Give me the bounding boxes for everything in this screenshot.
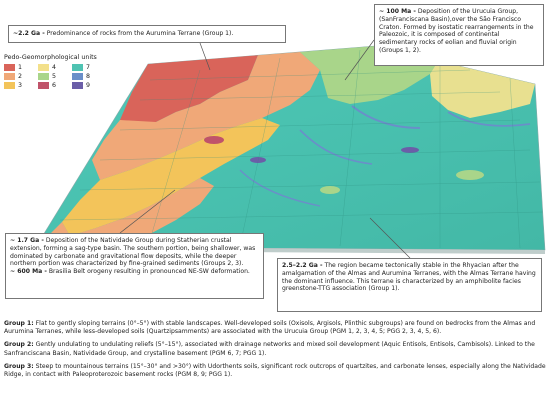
callout-text: Deposition of the Natividade Group during Statherian crustal extension, forming a sag-type basin. The southern portion, being shallower, was dominated by carbonate and gravitational flow deposits, while the deeper northern portion was characterized by fine-grained sediments (Groups 2, 3).	[10, 237, 256, 268]
unit-5-spot	[320, 186, 340, 194]
callout-text: Brasilia Belt orogeny resulting in pronounced NE-SW deformation.	[46, 268, 250, 276]
callout-text: The region became tectonically stable in the Rhyacian after the amalgamation of the Almas and Aurumina Terranes, with the Almas Terrane having the dominant influence. This terrane is characterized by an amphibolite facies greenstone-TTG association (Group 1).	[282, 262, 536, 293]
group-text: Gently undulating to undulating reliefs (5°–15°), associated with drainage networks and mixed soil development (Aquic Entisols, Entisols, Cambisols). Linked to the Sanfranciscana Basin, Natividade Group, and crystalline basement (PGM 6, 7; PGG 1).	[4, 341, 535, 357]
callout-urucuia	[374, 4, 544, 66]
legend	[4, 54, 114, 89]
legend-item	[4, 64, 38, 71]
group-label: Group 2:	[4, 341, 34, 349]
legend-label: 1	[18, 64, 23, 71]
legend-swatch	[38, 73, 49, 80]
group-label: Group 1:	[4, 320, 34, 327]
legend-swatch	[4, 64, 15, 71]
legend-swatch	[72, 82, 83, 89]
legend-label: 7	[86, 64, 91, 71]
unit-9-spot	[401, 147, 419, 153]
legend-item	[38, 64, 72, 71]
group-descriptions	[4, 320, 546, 384]
group-text: Flat to gently sloping terrains (0°–5°) with stable landscapes. Well-developed soils (Oxisols, Argisols, Plinthic subgroups) are found on bedrocks from the Almas and Aurumina Terranes, while less-developed soils (Quartzipsamments) are associated with the Urucuia Group (PGM 1, 2, 3, 4, 5; PGG 2, 3, 4, 5, 6).	[4, 320, 536, 336]
callout-age: ~ 1.7 Ga -	[10, 237, 44, 244]
legend-swatch	[4, 73, 15, 80]
callout-natividade	[5, 233, 264, 299]
legend-item	[72, 73, 106, 80]
legend-label: 3	[18, 82, 23, 89]
callout-age: ~ 100 Ma -	[379, 8, 416, 15]
callout-age: ~2.2 Ga -	[13, 30, 45, 37]
legend-label: 9	[86, 82, 91, 89]
legend-item	[38, 73, 72, 80]
group-2-description	[4, 341, 546, 357]
callout-text: Predominance of rocks from the Aurumina Terrane (Group 1).	[44, 30, 234, 37]
legend-title: Pedo-Geomorphological units	[4, 54, 97, 61]
legend-label: 6	[52, 82, 57, 89]
legend-swatch	[72, 73, 83, 80]
legend-swatch	[38, 64, 49, 71]
legend-item	[4, 73, 38, 80]
legend-swatch	[38, 82, 49, 89]
callout-aurumina	[8, 25, 286, 43]
legend-label: 4	[52, 64, 57, 71]
group-1-description	[4, 320, 546, 336]
legend-label: 5	[52, 73, 57, 80]
group-text: Steep to mountainous terrains (15°–30° and >30°) with Udorthents soils, significant rock outcrops of quartzites, and carbonate lenses, especially along the Natividade Ridge, in contact with Paleoproterozoic basement rocks (PGM 8, 9; PGG 1).	[4, 362, 546, 379]
legend-item	[72, 82, 106, 89]
unit-5-spot	[456, 170, 484, 180]
callout-age: ~ 600 Ma -	[10, 268, 47, 276]
group-label: Group 3:	[4, 362, 34, 370]
legend-grid	[4, 64, 114, 89]
unit-6-spot	[204, 136, 224, 144]
legend-label: 8	[86, 73, 91, 80]
legend-item	[72, 64, 106, 71]
callout-text: Deposition of the Urucuia Group, (SanFranciscana Basin),over the São Francisco Craton. Formed by isostatic rearrangements in the Paleozoic, it is composed of continental sedimentary rocks of eolian and fluvial origin (Groups 1, 2).	[379, 8, 534, 54]
legend-item	[4, 82, 38, 89]
callout-almas	[277, 258, 542, 312]
legend-item	[38, 82, 72, 89]
legend-swatch	[4, 82, 15, 89]
group-3-description	[4, 363, 546, 379]
legend-swatch	[72, 64, 83, 71]
legend-label: 2	[18, 73, 23, 80]
callout-age: 2.5–2.2 Ga -	[282, 262, 323, 269]
